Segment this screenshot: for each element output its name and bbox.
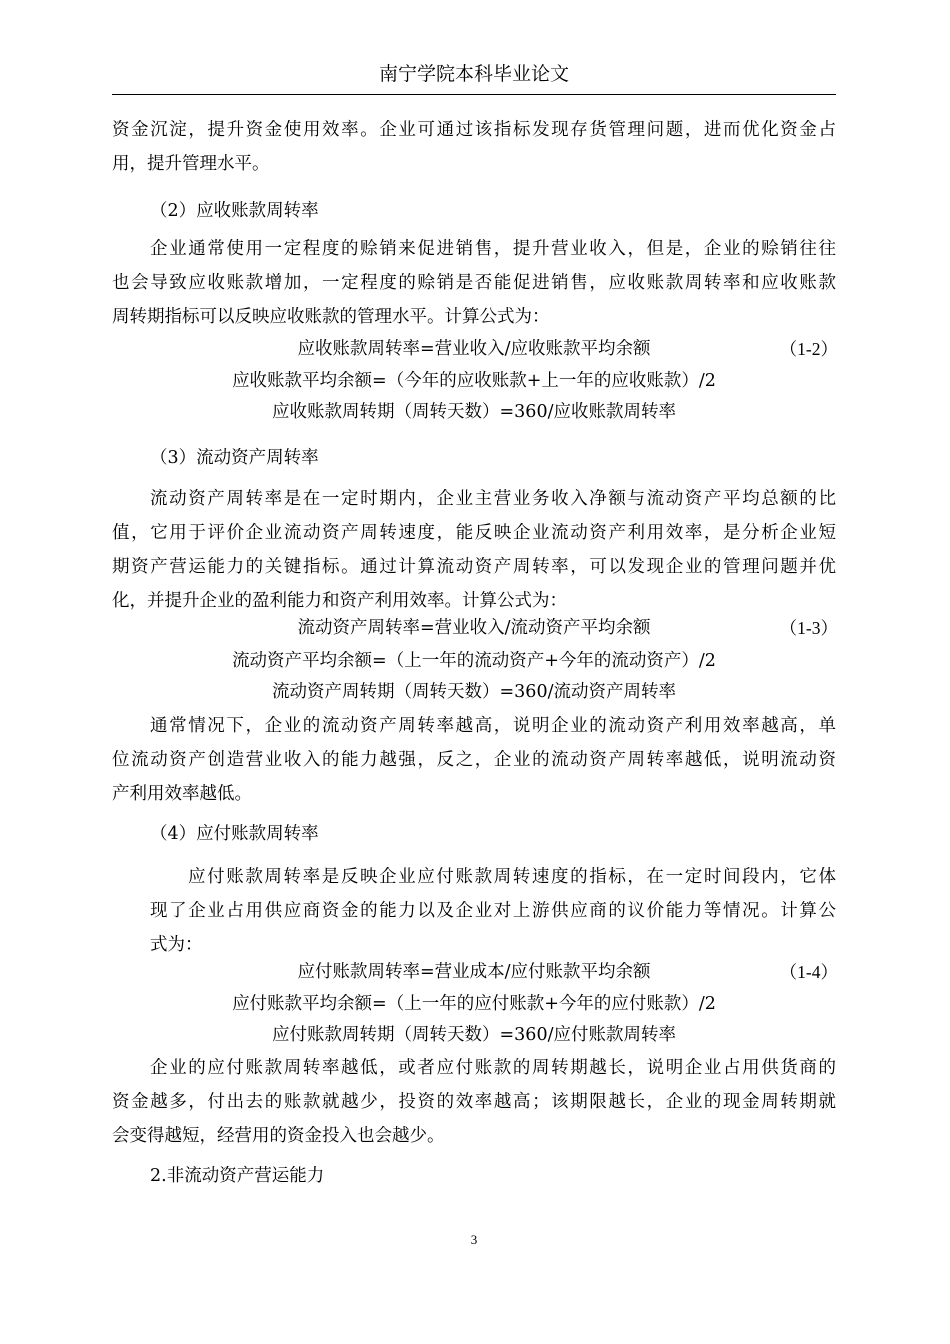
paragraph-line: 2.非流动资产营运能力	[150, 1166, 325, 1186]
formula-line: 流动资产周转率=营业收入/流动资产平均余额	[297, 618, 651, 638]
paragraph-line: 期资产营运能力的关键指标。通过计算流动资产周转率，可以发现企业的管理问题并优	[112, 557, 836, 577]
paragraph-line: 周转期指标可以反映应收账款的管理水平。计算公式为：	[112, 307, 550, 327]
formula-line: 流动资产周转期（周转天数）=360/流动资产周转率	[272, 682, 676, 702]
formula-line: 应收账款周转期（周转天数）=360/应收账款周转率	[272, 402, 676, 422]
formula-line: 应收账款平均余额=（今年的应收账款+上一年的应收账款）/2	[232, 371, 716, 391]
paragraph-line: 企业通常使用一定程度的赊销来促进销售，提升营业收入，但是，企业的赊销往往	[150, 239, 836, 259]
page-number: 3	[470, 1232, 478, 1247]
paragraph-line: 资金沉淀，提升资金使用效率。企业可通过该指标发现存货管理问题，进而优化资金占	[112, 120, 836, 140]
paragraph-line: 资金越多，付出去的账款就越少，投资的效率越高；该期限越长，企业的现金周转期就	[112, 1092, 836, 1112]
page-header-title: 南宁学院本科毕业论文	[378, 63, 569, 85]
paragraph-line: 通常情况下，企业的流动资产周转率越高，说明企业的流动资产利用效率越高，单	[150, 716, 836, 736]
formula-line: 应付账款周转率=营业成本/应付账款平均余额	[297, 962, 651, 982]
paragraph-line: 化，并提升企业的盈利能力和资产利用效率。计算公式为：	[112, 591, 567, 611]
paragraph-line: 企业的应付账款周转率越低，或者应付账款的周转期越长，说明企业占用供货商的	[150, 1058, 836, 1078]
paragraph-line: 应付账款周转率是反映企业应付账款周转速度的指标，在一定时间段内，它体	[188, 867, 836, 887]
paragraph-line: （4）应付账款周转率	[150, 824, 319, 844]
paragraph-line: （3）流动资产周转率	[150, 448, 319, 468]
paragraph-line: 用，提升管理水平。	[112, 154, 270, 174]
formula-line: 应付账款平均余额=（上一年的应付账款+今年的应付账款）/2	[232, 994, 716, 1014]
equation-number: （1-4）	[779, 962, 838, 982]
paragraph-line: 产利用效率越低。	[112, 784, 252, 804]
formula-line: 流动资产平均余额=（上一年的流动资产+今年的流动资产）/2	[232, 651, 716, 671]
formula-line: 应收账款周转率=营业收入/应收账款平均余额	[297, 339, 651, 359]
equation-number: （1-2）	[779, 339, 838, 359]
equation-number: （1-3）	[779, 618, 838, 638]
paragraph-line: 式为：	[150, 935, 203, 955]
header-divider	[112, 94, 836, 95]
paragraph-line: 值，它用于评价企业流动资产周转速度，能反映企业流动资产利用效率，是分析企业短	[112, 523, 836, 543]
paragraph-line: 流动资产周转率是在一定时期内，企业主营业务收入净额与流动资产平均总额的比	[150, 489, 836, 509]
formula-line: 应付账款周转期（周转天数）=360/应付账款周转率	[272, 1025, 676, 1045]
paragraph-line: 也会导致应收账款增加，一定程度的赊销是否能促进销售，应收账款周转率和应收账款	[112, 273, 836, 293]
paragraph-line: 会变得越短，经营用的资金投入也会越少。	[112, 1126, 445, 1146]
paragraph-line: 现了企业占用供应商资金的能力以及企业对上游供应商的议价能力等情况。计算公	[150, 901, 836, 921]
paragraph-line: 位流动资产创造营业收入的能力越强，反之，企业的流动资产周转率越低，说明流动资	[112, 750, 836, 770]
paragraph-line: （2）应收账款周转率	[150, 201, 319, 221]
